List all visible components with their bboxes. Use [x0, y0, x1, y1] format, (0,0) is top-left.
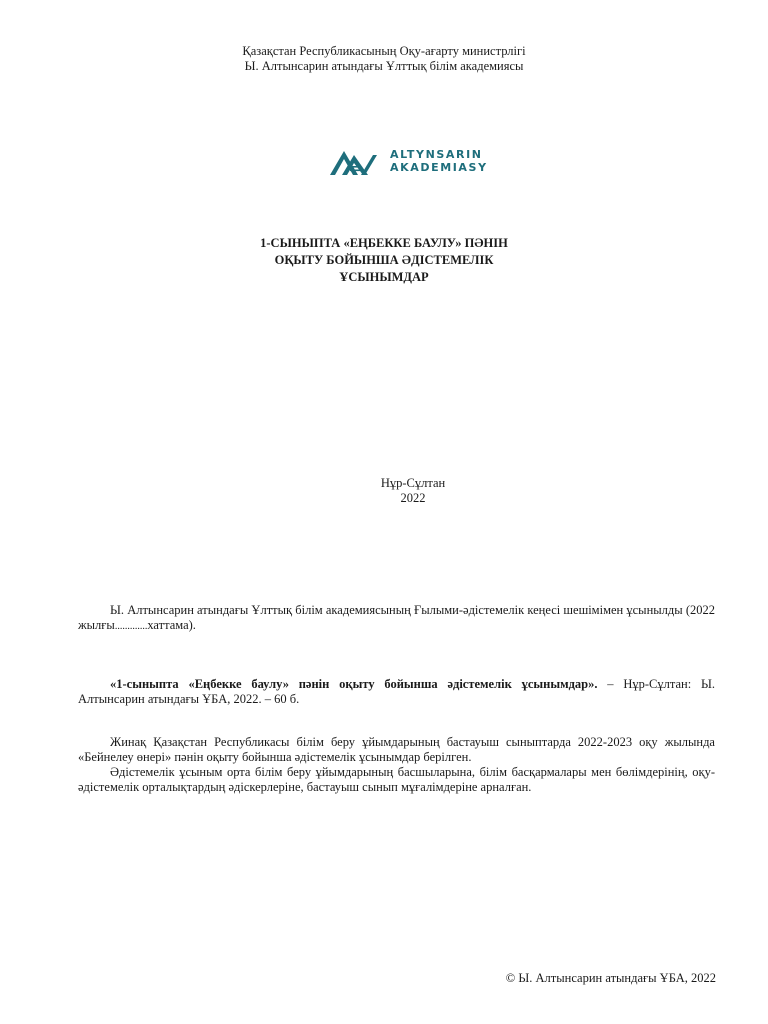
- title-line-1: 1-СЫНЫПТА «ЕҢБЕККЕ БАУЛУ» ПӘНІН: [260, 236, 508, 250]
- citation-paragraph: [78, 677, 715, 707]
- approval-tail: хаттама).: [147, 618, 196, 632]
- approval-text: Ы. Алтынсарин атындағы Ұлттық білім академиясының Ғылыми-әдістемелік кеңесі шешімімен ұсынылды (2022 жылғы: [78, 603, 715, 632]
- approval-paragraph: [78, 603, 715, 634]
- header-line-academy: Ы. Алтынсарин атындағы Ұлттық білім академиясы: [244, 59, 524, 73]
- logo-wordmark: [390, 149, 488, 174]
- publication-year: 2022: [400, 491, 426, 505]
- logo-text-line1: ALTYNSARIN: [390, 148, 483, 161]
- audience-text: Әдістемелік ұсыным орта білім беру ұйымдарының басшыларына, білім басқармалары мен бөлімдерінің, оқу-әдістемелік орталықтардың әдіскерлеріне, бастауыш сынып мұғалімдеріне арналған.: [78, 765, 715, 794]
- altynsarin-logo: [328, 146, 508, 180]
- citation-details: – Нұр-Сұлтан: Ы. Алтынсарин атындағы ҰБА, 2022. – 60 б.: [78, 677, 715, 706]
- logo-mark-icon: [328, 146, 384, 176]
- approval-dots: .............: [114, 621, 148, 632]
- copyright-footer: © Ы. Алтынсарин атындағы ҰБА, 2022: [505, 971, 716, 985]
- publication-city: Нұр-Сұлтан: [380, 476, 446, 490]
- logo-text-line2: AKADEMIASY: [390, 160, 488, 174]
- audience-paragraph: [78, 765, 715, 795]
- ministry-header: [0, 44, 768, 74]
- title-line-3: ҰСЫНЫМДАР: [339, 270, 429, 284]
- title-line-2: ОҚЫТУ БОЙЫНША ӘДІСТЕМЕЛІК: [274, 253, 494, 267]
- header-line-ministry: Қазақстан Республикасының Оқу-ағарту министрлігі: [242, 44, 526, 58]
- summary-text: Жинақ Қазақстан Республикасы білім беру ұйымдарының бастауыш сыныптарда 2022-2023 оқу жылында «Бейнелеу өнері» пәнін оқыту бойынша әдістемелік ұсынымдар берілген.: [78, 735, 715, 764]
- publication-place-year: [0, 476, 768, 506]
- summary-paragraph: [78, 735, 715, 765]
- document-title: [0, 235, 768, 286]
- citation-title: «1-сыныпта «Еңбекке баулу» пәнін оқыту бойынша әдістемелік ұсынымдар».: [110, 677, 598, 691]
